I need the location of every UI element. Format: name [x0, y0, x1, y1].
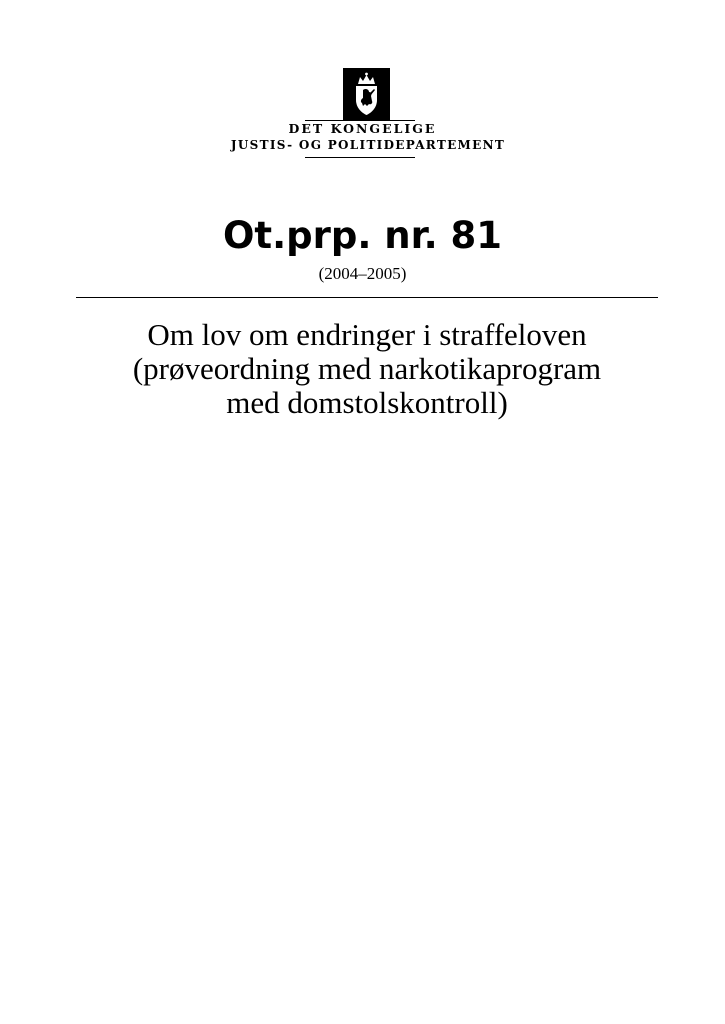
title-line: (prøveordning med narkotikaprogram — [132, 351, 602, 386]
document-number: Ot.prp. nr. 81 — [222, 214, 503, 257]
ministry-name-line2: JUSTIS- OG POLITIDEPARTEMENT — [230, 138, 506, 152]
title-line: Om lov om endringer i straffeloven — [147, 317, 587, 352]
ministry-rule-bottom — [305, 157, 415, 158]
session-years: (2004–2005) — [318, 264, 407, 283]
coat-of-arms-icon — [343, 68, 390, 120]
document-title — [76, 318, 658, 420]
title-divider — [76, 297, 658, 298]
ministry-name-line1: DET KONGELIGE — [288, 121, 437, 136]
title-line: med domstolskontroll) — [226, 385, 508, 420]
